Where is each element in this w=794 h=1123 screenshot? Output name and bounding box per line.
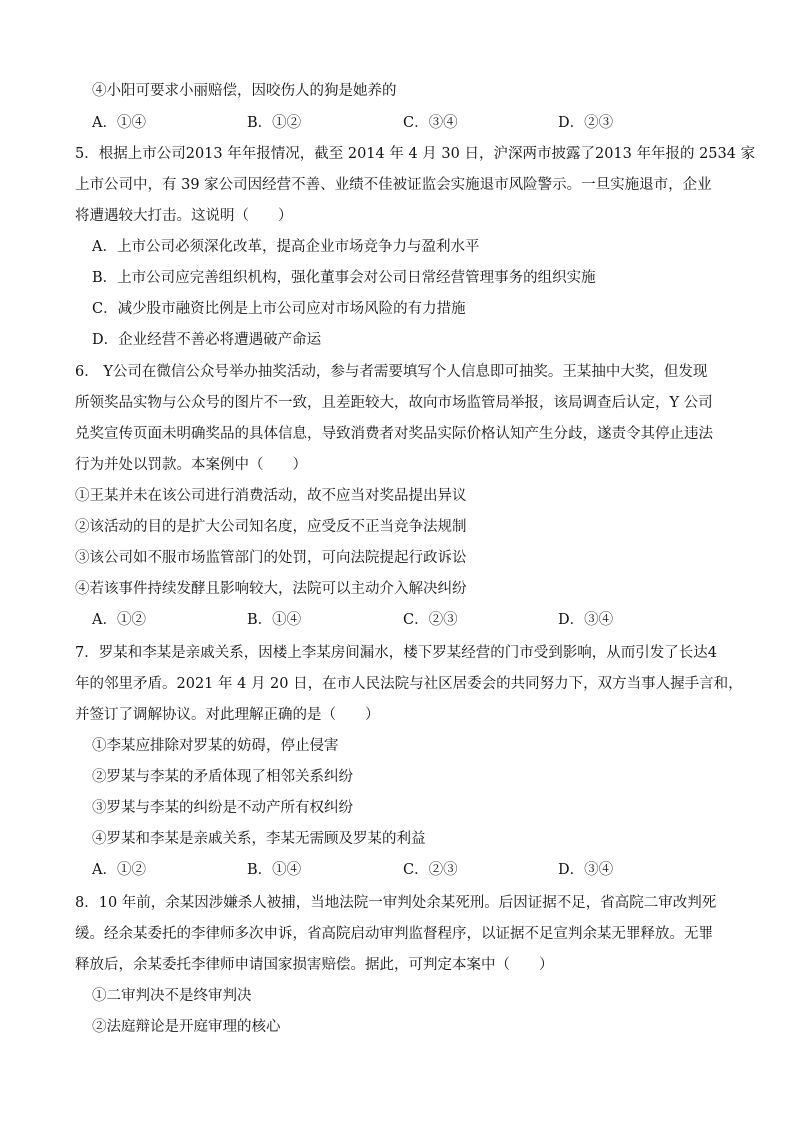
q7-stem-line-2: 年的邻里矛盾。2021 年 4 月 20 日，在市人民法院与社区居委会的共同努力下，双方当事人握手言和， xyxy=(75,676,743,692)
q8-stem-line-2: 缓。经余某委托的李律师多次申诉，省高院启动审判监督程序，以证据不足宣判余某无罪释放。无罪 xyxy=(75,926,713,942)
q6-option-c[interactable]: C．②③ xyxy=(403,612,458,628)
q6-stem-line-1: 6． Y公司在微信公众号举办抽奖活动，参与者需要填写个人信息即可抽奖。王某抽中大奖，但发现 xyxy=(75,364,708,380)
q5-choice-d[interactable]: D．企业经营不善必将遭遇破产命运 xyxy=(92,332,322,348)
q6-item-1: ①王某并未在该公司进行消费活动，故不应当对奖品提出异议 xyxy=(75,488,467,504)
q4-item-4: ④小阳可要求小丽赔偿，因咬伤人的狗是她养的 xyxy=(92,83,397,99)
q8-item-2: ②法庭辩论是开庭审理的核心 xyxy=(92,1019,281,1035)
q7-option-a[interactable]: A．①② xyxy=(92,862,146,878)
q8-stem-line-1: 8．10 年前，余某因涉嫌杀人被捕，当地法院一审判处余某死刑。后因证据不足，省高院二审改判死 xyxy=(75,895,717,911)
q7-option-d[interactable]: D．③④ xyxy=(558,862,614,878)
q6-stem-line-2: 所领奖品实物与公众号的图片不一致，且差距较大，故向市场监管局举报，该局调查后认定，Y 公司 xyxy=(75,395,713,411)
q8-item-1: ①二审判决不是终审判决 xyxy=(92,988,252,1004)
q6-item-2: ②该活动的目的是扩大公司知名度，应受反不正当竞争法规制 xyxy=(75,519,467,535)
q7-item-2: ②罗某与李某的矛盾体现了相邻关系纠纷 xyxy=(92,769,353,785)
q7-item-1: ①李某应排除对罗某的妨碍，停止侵害 xyxy=(92,738,339,754)
q7-item-4: ④罗某和李某是亲戚关系，李某无需顾及罗某的利益 xyxy=(92,831,426,847)
q7-stem-line-3: 并签订了调解协议。对此理解正确的是（ ） xyxy=(75,707,380,723)
q7-stem-line-1: 7．罗某和李某是亲戚关系，因楼上李某房间漏水，楼下罗某经营的门市受到影响，从而引发了长达4 xyxy=(75,645,717,661)
q7-item-3: ③罗某与李某的纠纷是不动产所有权纠纷 xyxy=(92,800,353,816)
q5-stem-line-1: 5．根据上市公司2013 年年报情况，截至 2014 年 4 月 30 日，沪深两市披露了2013 年年报的 2534 家 xyxy=(75,146,756,162)
q6-option-a[interactable]: A．①② xyxy=(92,612,146,628)
q6-option-b[interactable]: B．①④ xyxy=(247,612,302,628)
q5-choice-b[interactable]: B．上市公司应完善组织机构，强化董事会对公司日常经营管理事务的组织实施 xyxy=(92,270,596,286)
q6-option-d[interactable]: D．③④ xyxy=(558,612,614,628)
q4-option-b[interactable]: B．①② xyxy=(247,115,302,131)
q5-stem-line-3: 将遭遇较大打击。这说明（ ） xyxy=(75,208,293,224)
q5-choice-c[interactable]: C．减少股市融资比例是上市公司应对市场风险的有力措施 xyxy=(92,301,466,317)
q6-stem-line-4: 行为并处以罚款。本案例中（ ） xyxy=(75,457,307,473)
q7-option-b[interactable]: B．①④ xyxy=(247,862,302,878)
q8-stem-line-3: 释放后，余某委托李律师申请国家损害赔偿。据此，可判定本案中（ ） xyxy=(75,957,554,973)
q6-stem-line-3: 兑奖宣传页面未明确奖品的具体信息，导致消费者对奖品实际价格认知产生分歧，遂责令其停止违法 xyxy=(75,426,713,442)
q7-option-c[interactable]: C．②③ xyxy=(403,862,458,878)
q6-item-4: ④若该事件持续发酵且影响较大，法院可以主动介入解决纠纷 xyxy=(75,581,467,597)
q5-stem-line-2: 上市公司中，有 39 家公司因经营不善、业绩不佳被证监会实施退市风险警示。一旦实施退市，企业 xyxy=(75,177,712,193)
q5-choice-a[interactable]: A．上市公司必须深化改革，提高企业市场竞争力与盈利水平 xyxy=(92,239,480,255)
q4-option-d[interactable]: D．②③ xyxy=(558,115,614,131)
q4-option-c[interactable]: C．③④ xyxy=(403,115,458,131)
q6-item-3: ③该公司如不服市场监管部门的处罚，可向法院提起行政诉讼 xyxy=(75,550,467,566)
q4-option-a[interactable]: A．①④ xyxy=(92,115,146,131)
